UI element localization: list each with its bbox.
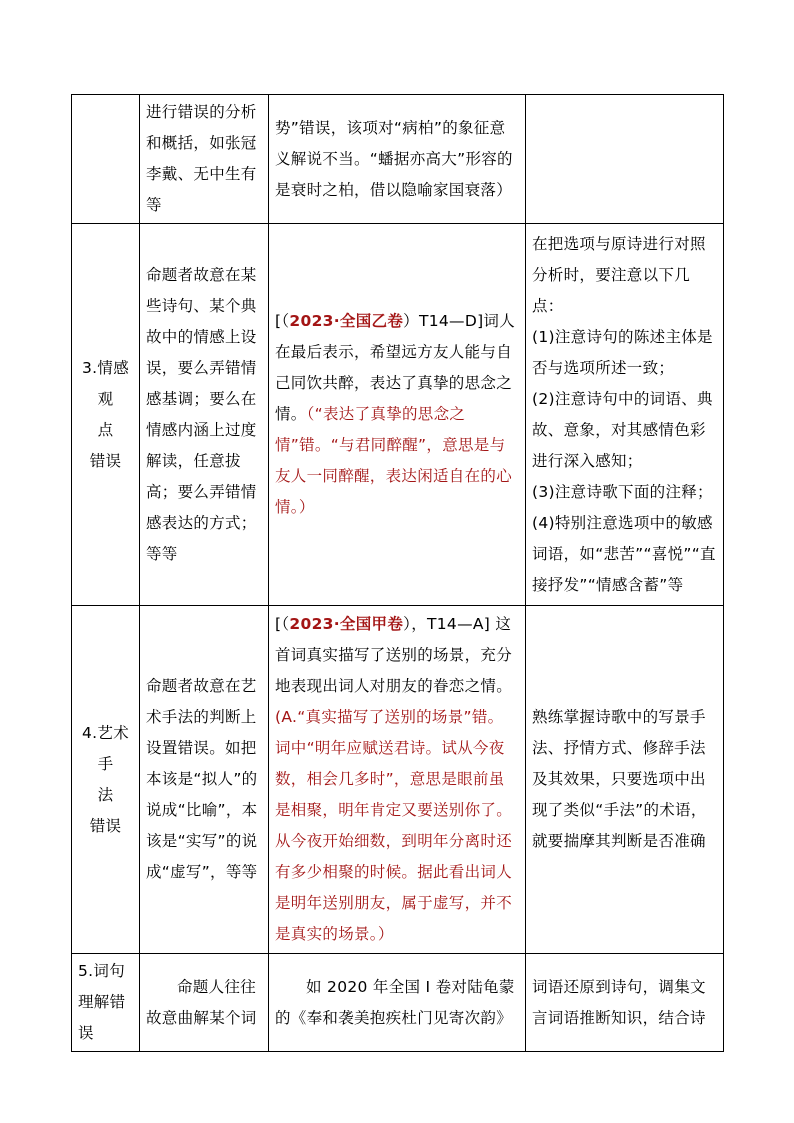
error-type-line: 错误: [89, 451, 122, 470]
tips-line: (4)特别注意选项中的敏感词语，如“悲苦”“喜悦”“直接抒发”“情感含蓄”等: [532, 513, 716, 594]
example-cell: 势”错误，该项对“病柏”的象征意义解说不当。“蟠据亦高大”形容的是衰时之柏，借以隐喻家国衰落）: [269, 95, 526, 224]
error-type-line: 3.情感观: [82, 358, 129, 408]
tips-cell: [526, 224, 724, 606]
description-cell: 命题者故意在某些诗句、某个典故中的情感上设误，要么弄错情感基调；要么在情感内涵上过度解读，任意拔高；要么弄错情感表达的方式；等等: [140, 224, 269, 606]
tips-line: (3)注意诗歌下面的注释；: [532, 482, 713, 501]
error-type-cell: [72, 95, 140, 224]
tips-cell: 词语还原到诗句，调集文言词语推断知识，结合诗: [526, 954, 724, 1052]
tips-line: 在把选项与原诗进行对照分析时，要注意以下几点：: [532, 234, 706, 315]
example-text: ）T14—D]词人在最后表示，希望远方友人能与自己同饮共醉，表达了真挚的思念之情。: [275, 312, 516, 423]
error-type-line: 4.艺术手: [82, 723, 129, 773]
error-type-cell: 5.词句理解错误: [72, 954, 140, 1052]
description-cell: 进行错误的分析和概括，如张冠李戴、无中生有等: [140, 95, 269, 224]
tips-cell: [526, 95, 724, 224]
example-analysis: (A.“真实描写了送别的场景”错。词中“明年应赋送君诗。试从今夜数，相会几多时”，意思是眼前虽是相聚，明年肯定又要送别你了。从今夜开始细数，到明年分离时还有多少相聚的时候。据此看出词人是明年送别朋友，属于虚写，并不是真实的场景。）: [275, 708, 513, 943]
tips-cell: 熟练掌握诗歌中的写景手法、抒情方式、修辞手法及其效果，只要选项中出现了类似“手法”的术语，就要揣摩其判断是否准确: [526, 606, 724, 954]
error-type-line: 法: [97, 785, 114, 804]
error-types-table: [71, 94, 724, 1052]
table-row: [72, 954, 724, 1052]
table-row: [72, 95, 724, 224]
description-cell: 命题者故意在艺术手法的判断上设置错误。如把本该是“拟人”的说成“比喻”，本该是“实写”的说成“虚写”，等等: [140, 606, 269, 954]
error-type-cell: [72, 606, 140, 954]
example-analysis: （“表达了真挚的思念之情”错。“与君同醉醒”，意思是与友人一同醉醒，表达闲适自在的心情。）: [275, 405, 513, 516]
example-cell: 如 2020 年全国 I 卷对陆龟蒙的《奉和袭美抱疾杜门见寄次韵》: [269, 954, 526, 1052]
example-cell: [269, 606, 526, 954]
tips-line: (1)注意诗句的陈述主体是否与选项所述一致；: [532, 327, 713, 377]
error-type-line: 点: [97, 420, 114, 439]
error-type-cell: [72, 224, 140, 606]
tips-line: (2)注意诗句中的词语、典故、意象，对其感情色彩进行深入感知；: [532, 389, 713, 470]
description-cell: 命题人往往故意曲解某个词: [140, 954, 269, 1052]
table-row: [72, 606, 724, 954]
error-type-line: 错误: [89, 816, 122, 835]
bracket-open: [（: [275, 615, 290, 633]
example-cell: [269, 224, 526, 606]
bracket-open: [（: [275, 312, 290, 330]
example-text: ），T14—A] 这首词真实描写了送别的场景，充分地表现出词人对朋友的眷恋之情。: [275, 615, 513, 695]
exam-source: 2023·全国甲卷: [289, 615, 404, 633]
exam-source: 2023·全国乙卷: [289, 312, 404, 330]
table-row: [72, 224, 724, 606]
